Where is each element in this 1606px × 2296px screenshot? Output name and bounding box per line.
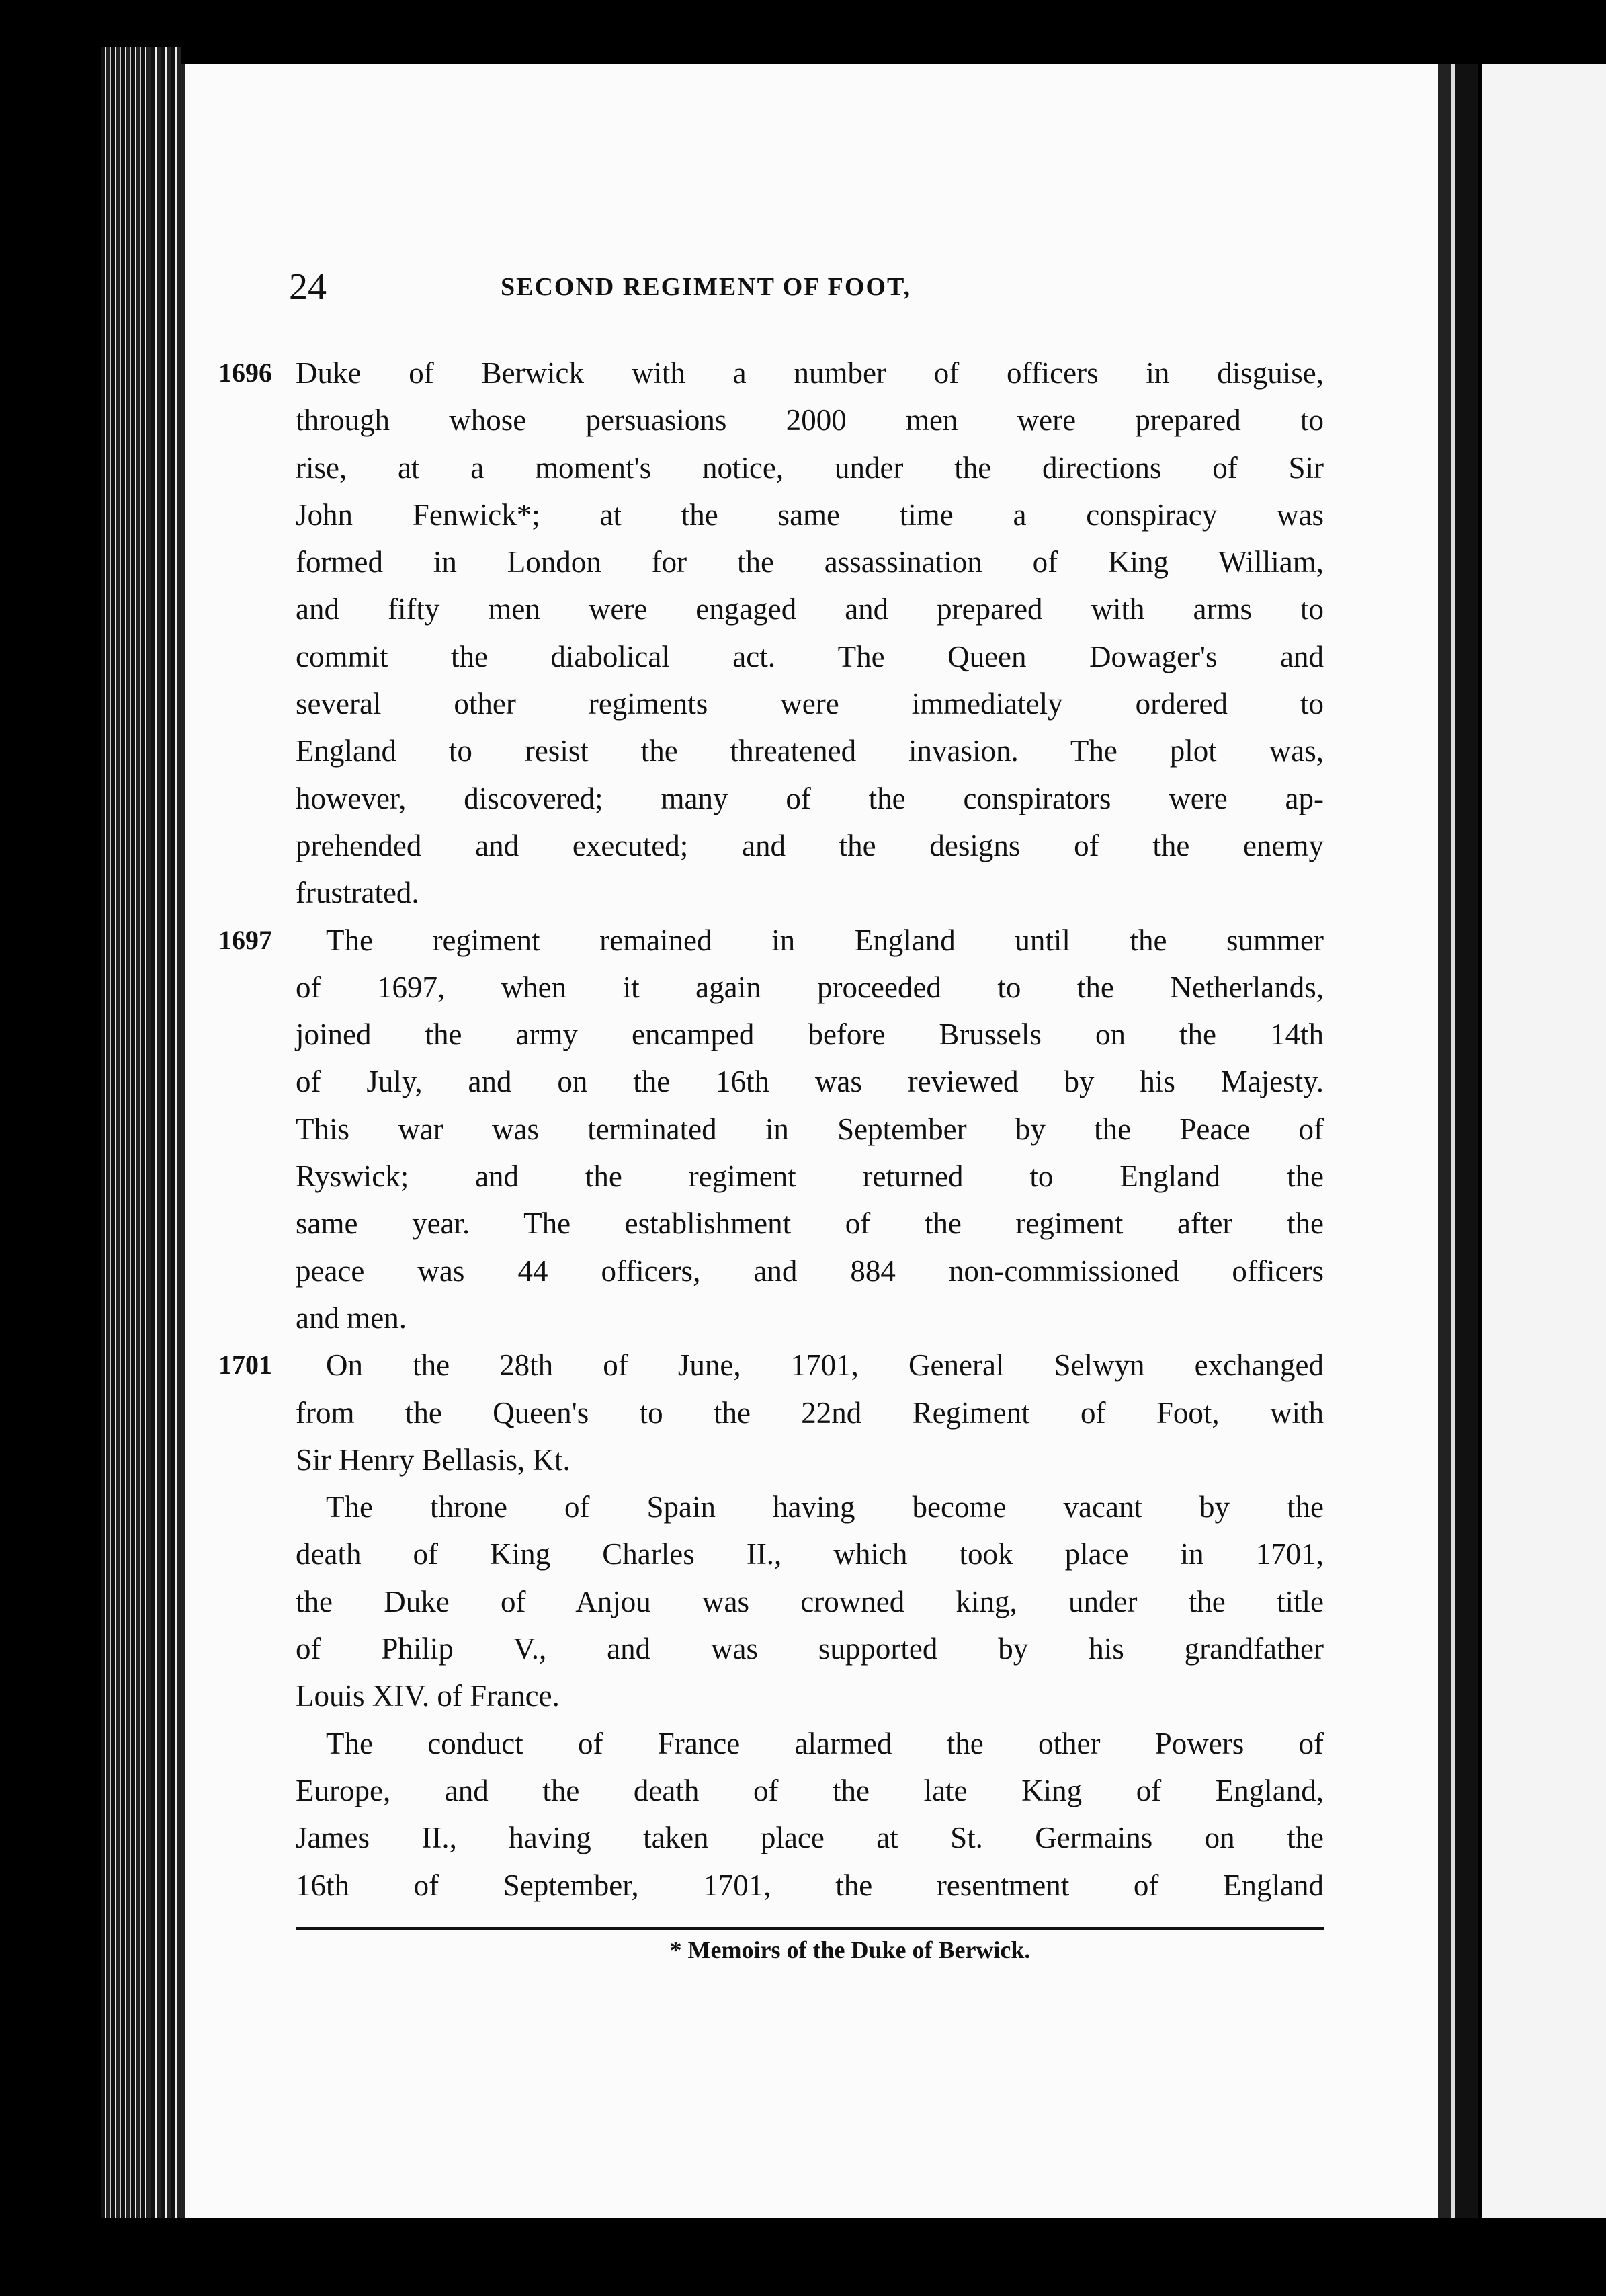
line-text: Louis XIV. of France. (296, 1679, 560, 1713)
text-line (0, 1578, 1606, 1625)
text-line (0, 1672, 1606, 1719)
line-text: prehended and executed; and the designs of the enemy (296, 828, 1324, 862)
line-text: Ryswick; and the regiment returned to England the (296, 1159, 1324, 1194)
line-text: James II., having taken place at St. Germains on the (296, 1821, 1324, 1855)
line-text: formed in London for the assassination of King William, (296, 545, 1324, 579)
line-text: Duke of Berwick with a number of officers in disguise, (296, 356, 1324, 390)
body-text (0, 350, 1606, 1909)
text-line (0, 633, 1606, 680)
year-marker-1696: 1696 (218, 358, 272, 388)
text-line (0, 491, 1606, 538)
line-text: Europe, and the death of the late King of England, (296, 1773, 1324, 1807)
text-line (0, 1200, 1606, 1247)
text-line (0, 1530, 1606, 1577)
line-text: same year. The establishment of the regiment after the (296, 1206, 1324, 1241)
text-line (0, 822, 1606, 869)
line-text: however, discovered; many of the conspirators were ap- (296, 781, 1324, 815)
line-text: of 1697, when it again proceeded to the Netherlands, (296, 970, 1324, 1004)
page-number: 24 (289, 266, 327, 308)
text-line (0, 1106, 1606, 1153)
line-text: death of King Charles II., which took place in 1701, (296, 1537, 1324, 1571)
line-text: and fifty men were engaged and prepared with arms to (296, 592, 1324, 626)
year-marker-1697: 1697 (218, 924, 272, 955)
text-line (0, 1342, 1606, 1389)
line-text: through whose persuasions 2000 men were prepared to (296, 403, 1324, 438)
line-text: joined the army encamped before Brussels on the 14th (296, 1018, 1324, 1052)
line-text: On the 28th of June, 1701, General Selwyn exchanged (326, 1348, 1324, 1383)
line-text: commit the diabolical act. The Queen Dowager's and (296, 639, 1324, 673)
footnote-rule (296, 1927, 1324, 1930)
line-text: England to resist the threatened invasion. The plot was, (296, 734, 1324, 768)
text-line (0, 1153, 1606, 1200)
line-text: several other regiments were immediately ordered to (296, 687, 1324, 721)
text-line (0, 350, 1606, 397)
line-text: of Philip V., and was supported by his grandfather (296, 1632, 1324, 1666)
text-line (0, 1767, 1606, 1814)
text-line (0, 1436, 1606, 1483)
running-head: SECOND REGIMENT OF FOOT, (501, 273, 912, 301)
line-text: peace was 44 officers, and 884 non-commissioned officers (296, 1254, 1324, 1288)
line-text: of July, and on the 16th was reviewed by his Majesty. (296, 1065, 1324, 1099)
text-line (0, 680, 1606, 727)
text-line (0, 869, 1606, 916)
text-line (0, 1862, 1606, 1909)
line-text: The conduct of France alarmed the other Powers of (326, 1726, 1324, 1760)
line-text: John Fenwick*; at the same time a conspiracy was (296, 497, 1324, 532)
footnote: * Memoirs of the Duke of Berwick. (669, 1936, 1031, 1963)
year-marker-1701: 1701 (218, 1350, 272, 1381)
text-line (0, 964, 1606, 1011)
line-text: Sir Henry Bellasis, Kt. (296, 1442, 570, 1477)
text-line (0, 585, 1606, 632)
text-line (0, 538, 1606, 585)
text-line (0, 397, 1606, 444)
page-header (0, 265, 1606, 319)
text-line (0, 1058, 1606, 1105)
line-text: rise, at a moment's notice, under the directions of Sir (296, 450, 1324, 485)
text-line (0, 1483, 1606, 1530)
line-text: the Duke of Anjou was crowned king, under the title (296, 1584, 1324, 1618)
line-text: 16th of September, 1701, the resentment of England (296, 1868, 1324, 1902)
text-line (0, 1625, 1606, 1672)
text-line (0, 1814, 1606, 1861)
text-line (0, 1295, 1606, 1342)
text-line (0, 1389, 1606, 1436)
line-text: and men. (296, 1301, 407, 1335)
line-text: This war was terminated in September by the Peace of (296, 1112, 1324, 1146)
line-text: The regiment remained in England until the summer (326, 923, 1324, 957)
text-line (0, 1011, 1606, 1058)
text-line (0, 1720, 1606, 1767)
text-line (0, 917, 1606, 964)
text-line (0, 444, 1606, 491)
text-line (0, 1247, 1606, 1295)
text-line (0, 775, 1606, 822)
text-line (0, 727, 1606, 774)
line-text: from the Queen's to the 22nd Regiment of Foot, with (296, 1395, 1324, 1430)
line-text: frustrated. (296, 876, 419, 910)
line-text: The throne of Spain having become vacant by the (326, 1490, 1324, 1524)
